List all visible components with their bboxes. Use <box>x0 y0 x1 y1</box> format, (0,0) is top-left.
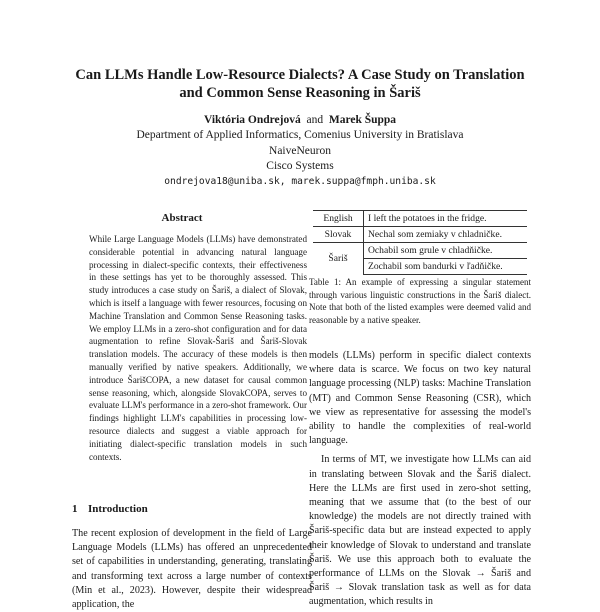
table-example-cell: I left the potatoes in the fridge. <box>364 211 528 227</box>
affiliation-1: Department of Applied Informatics, Comenius University in Bratislava <box>136 129 464 141</box>
author-name-2: Marek Šuppa <box>328 114 397 126</box>
table-example-cell: Zochabil som bandurki v ľadňičke. <box>364 259 528 275</box>
section-number: 1 <box>72 503 78 515</box>
section-heading <box>72 503 312 515</box>
author-conjunction: and <box>306 114 324 126</box>
affiliation-3: Cisco Systems <box>266 160 334 172</box>
abstract-text: While Large Language Models (LLMs) have demonstrated considerable potential in advancing natural language processing in dialect-specific contexts, their effectiveness in these settings has yet to be thoroughly assessed. This study introduces a case study on Šariš, a dialect of Slovak, which is itself a language with fewer resources, focusing on Machine Translation and Common Sense Reasoning tasks. We employ LLMs in a zero-shot configuration and for data augmentation to refine Slovak-Šariš and Šariš-Slovak translation models. The accuracy of these models is then manually verified by native speakers. Additionally, we introduce ŠarišCOPA, a new dataset for causal common sense reasoning, which, alongside SlovakCOPA, serves to evaluate LLM's performance in a zero-shot framework. Our findings highlight LLM's capabilities in processing low-resource dialects and suggest a viable approach for initiating dialect-specific translation models in such contexts. <box>89 234 307 462</box>
table-lang-cell: Šariš <box>313 243 364 275</box>
example-table <box>313 210 527 275</box>
abstract-heading: Abstract <box>161 212 203 224</box>
table-example-cell: Ochabil som grule v chladňičke. <box>364 243 528 259</box>
author-line <box>40 112 560 128</box>
table-example-cell: Nechal som zemiaky v chladničke. <box>364 227 528 243</box>
table-row <box>313 243 527 259</box>
table-caption: Table 1: An example of expressing a singular statement through various linguistic constructions in the Šariš dialect. Note that both of the listed examples were deemed valid and reasonable by a native speaker. <box>309 277 531 325</box>
table-lang-cell: Slovak <box>313 227 364 243</box>
affiliation-2: NaiveNeuron <box>269 145 331 157</box>
paper-title <box>40 66 560 102</box>
right-column-text <box>309 349 531 610</box>
table-row <box>313 211 527 227</box>
introduction-text: The recent explosion of development in the field of Large Language Models (LLMs) has offered an unprecedented set of capabilities in understanding, generating, translating and transforming text across a large number of contexts (Min et al., 2023). However, despite their widespread application, the <box>72 528 312 611</box>
title-line-1: Can LLMs Handle Low-Resource Dialects? A Case Study on Translation <box>75 67 525 83</box>
paragraph: In terms of MT, we investigate how LLMs can aid in translating between Slovak and the Šariš dialect. Here the LLMs are first used in zero-shot setting, meaning that we assume that (to the best of our knowledge) the models are not directly trained with Šariš-specific data but are instead expected to apply their knowledge of Slovak to understand and translate Šariš. We use this approach both to evaluate the performance of LLMs on the Slovak → Šariš and Šariš → Slovak translation task as well as for data augmentation, which results in <box>309 454 531 608</box>
section-title: Introduction <box>88 503 148 515</box>
paragraph: models (LLMs) perform in specific dialect contexts where data is scarce. We focus on two key natural language processing (NLP) tasks: Machine Translation (MT) and Common Sense Reasoning (CSR), which we view as representative for assessing the model's ability to handle the complexities of real-world language. <box>309 350 531 447</box>
author-name-1: Viktória Ondrejová <box>203 114 301 126</box>
author-emails: ondrejova18@uniba.sk, marek.suppa@fmph.uniba.sk <box>164 176 436 187</box>
table-row <box>313 227 527 243</box>
table-lang-cell: English <box>313 211 364 227</box>
title-line-2: and Common Sense Reasoning in Šariš <box>179 85 421 101</box>
